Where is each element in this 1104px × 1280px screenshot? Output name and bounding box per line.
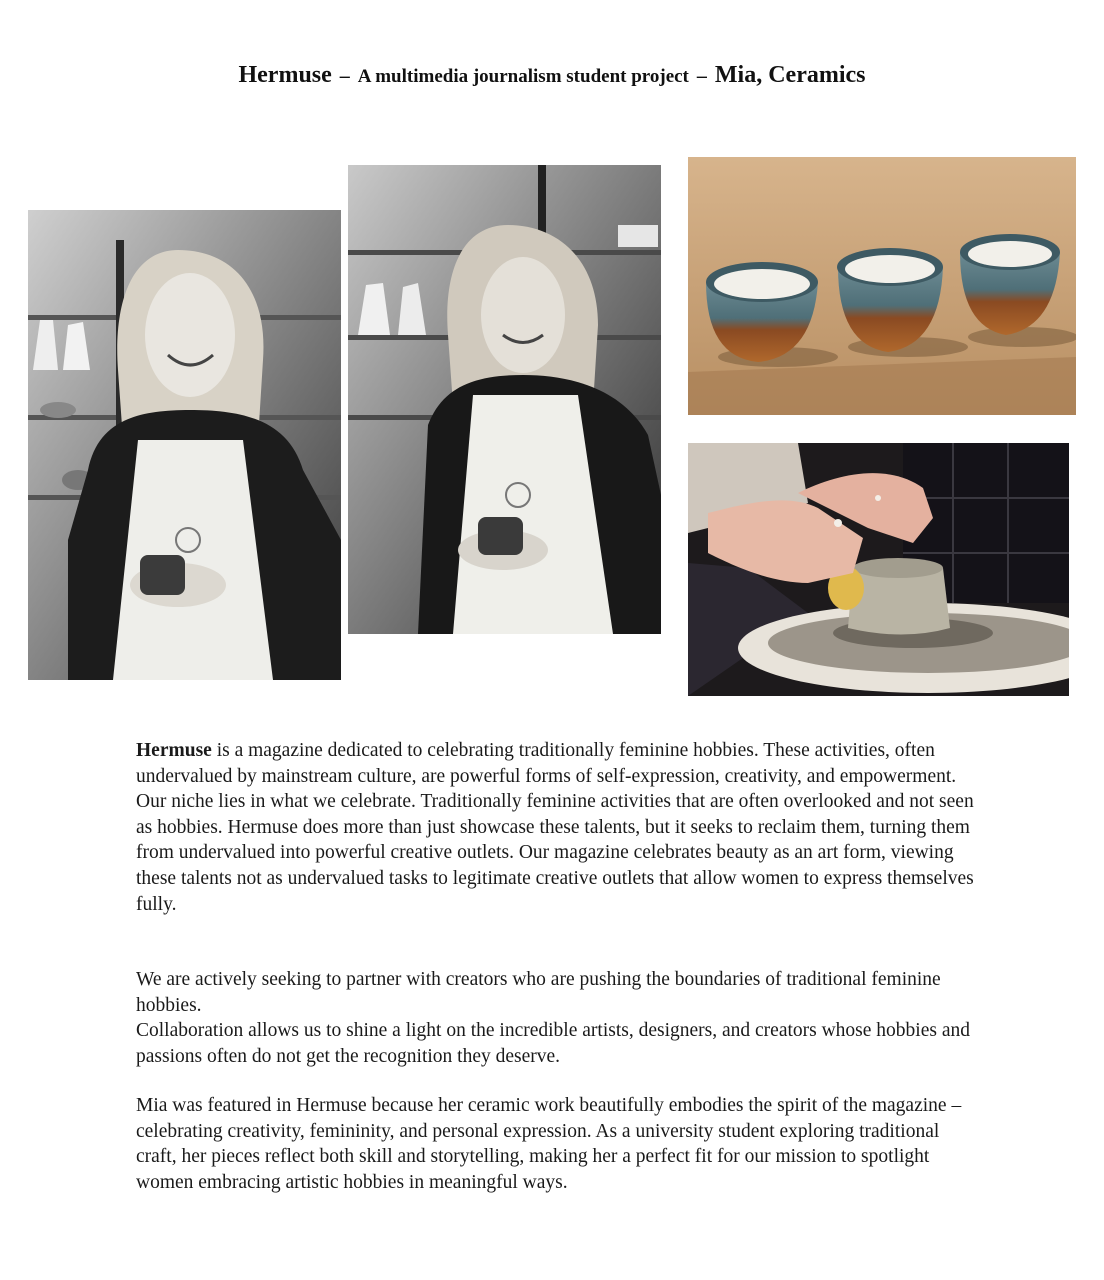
- feature-text: Mia was featured in Hermuse because her ceramic work beautifully embodies the spirit of the magazine – celebrating creativity, femininity, and personal expression. As a university student exploring traditional craft, her pieces reflect both skill and storytelling, making her a perfect fit for our mission to spotlight women embracing artistic hobbies in meaningful ways.: [136, 1095, 962, 1193]
- partner-line-2: Collaboration allows us to shine a light on the incredible artists, designers, and creators whose hobbies and passions often do not get the recognition they deserve.: [136, 1020, 970, 1067]
- partner-line-1: We are actively seeking to partner with creators who are pushing the boundaries of traditional feminine hobbies.: [136, 969, 941, 1016]
- page-title: [0, 62, 1104, 89]
- intro-text: is a magazine dedicated to celebrating traditionally feminine hobbies. These activities, often undervalued by mainstream culture, are powerful forms of self-expression, creativity, and empowerment. Our niche lies in what we celebrate. Traditionally feminine activities that are often overlooked and not seen as hobbies. Hermuse does more than just showcase these talents, but it seeks to reclaim them, turning them from undervalued into powerful creative outlets. Our magazine celebrates beauty as an art form, viewing these talents not as undervalued tasks to legitimate creative outlets that allow women to express themselves fully.: [136, 740, 974, 915]
- title-separator-1: –: [339, 65, 350, 87]
- intro-lead: Hermuse: [136, 740, 212, 761]
- photo-pottery-wheel: [688, 443, 1069, 696]
- partner-paragraph: [136, 967, 976, 1069]
- photo-ceramic-cups: [688, 157, 1076, 415]
- photo-portrait-looking-down: [348, 165, 661, 634]
- feature-paragraph: [136, 1093, 976, 1195]
- intro-paragraph: [136, 738, 976, 917]
- feature-name: Mia, Ceramics: [714, 62, 866, 88]
- brand-name: Hermuse: [238, 62, 332, 88]
- project-subtitle: A multimedia journalism student project: [357, 66, 689, 87]
- title-separator-2: –: [696, 65, 707, 87]
- photo-portrait-smiling: [28, 210, 341, 680]
